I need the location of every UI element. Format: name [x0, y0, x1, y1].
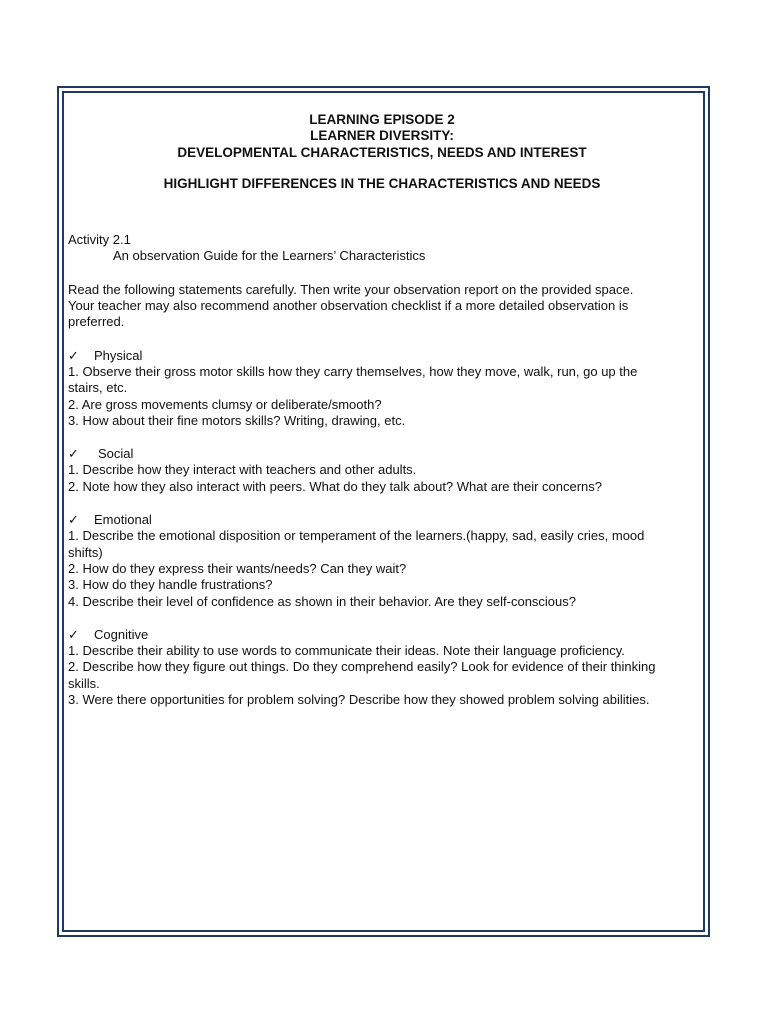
section-header [68, 446, 696, 462]
activity-label: Activity 2.1 [68, 232, 131, 248]
item-line: shifts) [68, 544, 103, 560]
section-heading: HIGHLIGHT DIFFERENCES IN THE CHARACTERISTICS AND NEEDS [163, 175, 601, 191]
section-title: Emotional [94, 512, 152, 528]
document-content [68, 112, 696, 708]
checkmark-icon: ✓ [68, 512, 79, 528]
activity-title: An observation Guide for the Learners’ Characteristics [113, 248, 426, 264]
instruction-line: Your teacher may also recommend another observation checklist if a more detailed observation is [68, 298, 629, 314]
episode-title: LEARNING EPISODE 2 [309, 112, 455, 127]
item-line: 4. Describe their level of confidence as shown in their behavior. Are they self-conscious? [68, 593, 576, 609]
item-line: 2. How do they express their wants/needs? Can they wait? [68, 560, 407, 576]
section-header [68, 627, 696, 643]
item-line: 3. Were there opportunities for problem solving? Describe how they showed problem solving abilities. [68, 692, 650, 708]
checkmark-icon: ✓ [68, 626, 79, 642]
section-title: Social [98, 446, 134, 462]
section-title: Physical [94, 347, 143, 363]
section-header [68, 348, 696, 364]
item-line: 3. How do they handle frustrations? [68, 577, 273, 593]
item-line: stairs, etc. [68, 380, 128, 396]
instructions [68, 282, 696, 331]
item-line: 3. How about their fine motors skills? Writing, drawing, etc. [68, 412, 406, 428]
section-title: Cognitive [94, 626, 149, 642]
episode-subtopic: DEVELOPMENTAL CHARACTERISTICS, NEEDS AND INTEREST [177, 144, 587, 160]
section-emotional [68, 512, 696, 610]
section-social [68, 446, 696, 495]
instruction-line: Read the following statements carefully. Then write your observation report on the provided space. [68, 281, 634, 297]
checkmark-icon: ✓ [68, 446, 79, 462]
item-line: 1. Observe their gross motor skills how they carry themselves, how they move, walk, run, go up the [68, 363, 638, 379]
item-line: 2. Are gross movements clumsy or deliberate/smooth? [68, 396, 382, 412]
checkmark-icon: ✓ [68, 347, 79, 363]
section-cognitive [68, 627, 696, 708]
item-line: 2. Note how they also interact with peers. What do they talk about? What are their concerns? [68, 478, 603, 494]
item-line: 1. Describe how they interact with teachers and other adults. [68, 462, 417, 478]
episode-topic: LEARNER DIVERSITY: [310, 128, 454, 144]
section-physical [68, 348, 696, 429]
item-line: 1. Describe their ability to use words to communicate their ideas. Note their language proficiency. [68, 643, 625, 659]
item-line: 2. Describe how they figure out things. Do they comprehend easily? Look for evidence of their thinking [68, 659, 656, 675]
section-header [68, 512, 696, 528]
item-line: skills. [68, 675, 100, 691]
item-line: 1. Describe the emotional disposition or temperament of the learners.(happy, sad, easily cries, mood [68, 528, 645, 544]
instruction-line: preferred. [68, 314, 125, 330]
